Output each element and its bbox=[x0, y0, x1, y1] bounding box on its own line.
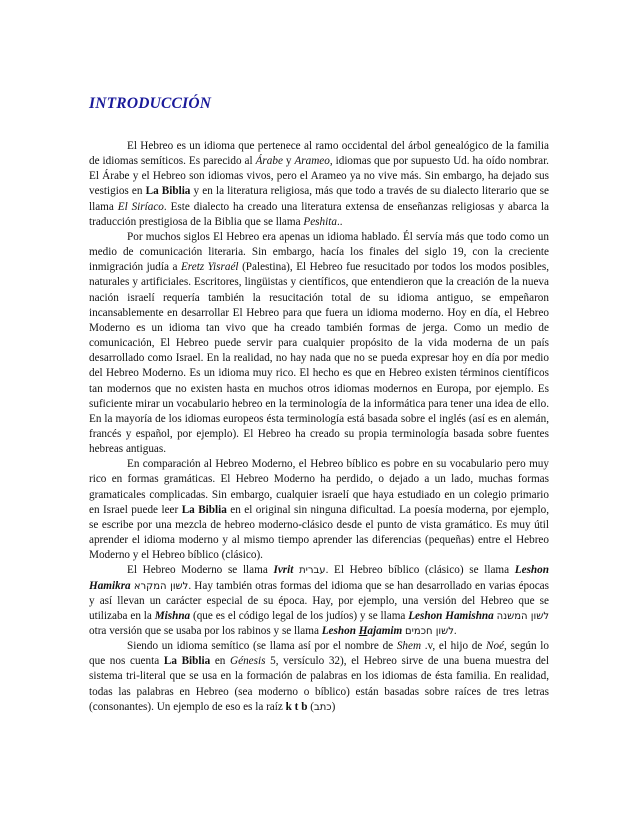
emphasized-text: H bbox=[358, 625, 368, 637]
text-run: El Hebreo Moderno se llama bbox=[127, 564, 274, 577]
emphasized-text: La Biblia bbox=[163, 655, 211, 668]
text-run: . Este dialecto ha creado una literatura extensa de enseñanzas religiosas y abarca la traducción prestigiosa de la Biblia que se llama bbox=[89, 200, 549, 228]
text-run: ) bbox=[331, 700, 336, 713]
text-run: Siendo un idioma semítico (se llama así por el nombre de bbox=[127, 640, 397, 653]
emphasized-text: Ivrit bbox=[273, 564, 294, 577]
text-run: , idiomas que por supuesto Ud. ha oído nombrar. El Árabe y el Hebreo son idiomas vivos, pero el Arameo ya no vive más. Sin embargo, ha dejado sus vestigios en bbox=[89, 155, 549, 198]
text-run: en bbox=[210, 655, 231, 668]
emphasized-text: Leshon bbox=[321, 625, 359, 637]
text-run: . El Hebreo bíblico (clásico) se llama bbox=[325, 564, 515, 577]
hebrew-term: כתב bbox=[313, 701, 332, 713]
hebrew-term: עברית bbox=[299, 565, 326, 577]
emphasized-text: Mishna bbox=[154, 609, 191, 622]
hebrew-term: לשון המשנה bbox=[496, 610, 550, 622]
body-paragraph bbox=[89, 139, 549, 230]
emphasized-text: k t b bbox=[285, 700, 308, 713]
emphasized-text: La Biblia bbox=[181, 503, 227, 516]
document-body bbox=[89, 139, 549, 715]
text-run: El Hebreo es un idioma que pertenece al ramo occidental del árbol genealógico de la familia de idiomas semíticos. Es parecido al bbox=[89, 140, 549, 168]
emphasized-text: Leshon Hamishna bbox=[408, 609, 494, 622]
text-run: . bbox=[453, 625, 457, 637]
text-run: y en la literatura religiosa, más que todo a través de su dialecto literario que se llama bbox=[89, 185, 549, 213]
text-run: (Palestina), El Hebreo fue resucitado por todos los modos posibles, naturales y artificiales. Escritores, lingüistas y científicos, que entendieron que la creación de la nueva nación israelí requería también la resucitación total de su idioma antiguo, se empeñaron incansablemente en desarrollar El Hebreo para que fuera un idioma moderno. Hoy en día, el Hebreo Moderno es un idioma tan vivo que ha creado también formas de jerga. Como un medio de comunicación, El Hebreo puede servir para cualquier propósito de la vida moderna de un país desarrollado como Israel. En la realidad, no hay nada que no se pueda expresar hoy en día por medio del Hebreo Moderno. Es un idioma muy rico. El hecho es que en Hebreo existen términos científicos tan modernos que no existen hasta en muchos otros idiomas modernos en Europa, por ejemplo. Es suficiente mirar un vocabulario hebreo en la terminología de la informática para tener una idea de ello. En la mayoría de los idiomas europeos ésta terminología está basada sobre el inglés (así es en alemán, francés y español, por ejemplo). El Hebreo ha creado su propia terminología basada sobre fuentes hebreas antiguas. bbox=[89, 261, 549, 456]
emphasized-text: Noé bbox=[485, 640, 505, 653]
body-paragraph bbox=[89, 230, 549, 457]
text-run: .v, el hijo de bbox=[421, 640, 486, 653]
text-run: En comparación al Hebreo Moderno, el Hebreo bíblico es pobre en su vocabulario pero muy rico en formas gramáticas. El Hebreo Moderno ha perdido, o dejado a un lado, muchas formas gramaticales complicadas. Sin embargo, cualquier israelí que haya estudiado en un colegio primario en Israel puede leer bbox=[89, 458, 549, 516]
emphasized-text: Arameo bbox=[294, 155, 330, 168]
text-run: 5, versículo 32), el Hebreo sirve de una buena muestra del sistema tri-literal que se usa en la formación de palabras en los idiomas de ésta familia. En realidad, todas las palabras en Hebreo (sea moderno o bíblico) están basadas sobre raíces de tres letras (consonantes). Un ejemplo de eso es la raíz bbox=[89, 655, 550, 713]
text-run: .. bbox=[336, 215, 343, 228]
emphasized-text: El Siríaco bbox=[117, 200, 164, 213]
body-paragraph bbox=[89, 457, 549, 563]
emphasized-text: Leshon Hamikra bbox=[89, 564, 549, 592]
text-run: en el original sin ninguna dificultad. La poesía moderna, por ejemplo, se escribe por una mezcla de hebreo moderno-clásico desde el punto de vista gramático. Es muy útil aprender el idioma moderno y al mismo tiempo aprender las diferencias (pequeñas) entre el Hebreo Moderno y el Hebreo bíblico (clásico). bbox=[89, 503, 549, 562]
text-run: ( bbox=[307, 700, 314, 713]
body-paragraph bbox=[89, 563, 549, 639]
text-run: (que es el código legal de los judíos) y se llama bbox=[190, 609, 409, 622]
body-paragraph bbox=[89, 639, 549, 715]
emphasized-text: Génesis bbox=[230, 655, 266, 668]
hebrew-term: לשון חכמים bbox=[405, 626, 454, 637]
emphasized-text: Eretz Yisraél bbox=[180, 261, 239, 274]
page-title: INTRODUCCIÓN bbox=[89, 95, 212, 112]
hebrew-term: לשון המקרא bbox=[133, 580, 189, 592]
text-run: otra versión que se usaba por los rabinos y se llama bbox=[89, 625, 322, 637]
text-run: y bbox=[282, 155, 295, 168]
emphasized-text: Árabe bbox=[255, 155, 283, 168]
text-run: . Hay también otras formas del idioma que se han desarrollado en varias épocas y así llevan un carácter especial de su época. Hay, por ejemplo, una versión del Hebreo que se utilizaba en la bbox=[89, 579, 549, 622]
emphasized-text: Peshita bbox=[303, 215, 337, 228]
text-run: Por muchos siglos El Hebreo era apenas un idioma hablado. Él servía más que todo como un medio de comunicación literaria. Sin embargo, hacía los finales del siglo 19, con la creciente inmigración judía a bbox=[89, 230, 549, 274]
text-run: , según lo que nos cuenta bbox=[89, 640, 549, 668]
emphasized-text: Shem bbox=[396, 640, 422, 653]
emphasized-text: La Biblia bbox=[145, 185, 191, 198]
emphasized-text: ajamim bbox=[367, 625, 403, 637]
